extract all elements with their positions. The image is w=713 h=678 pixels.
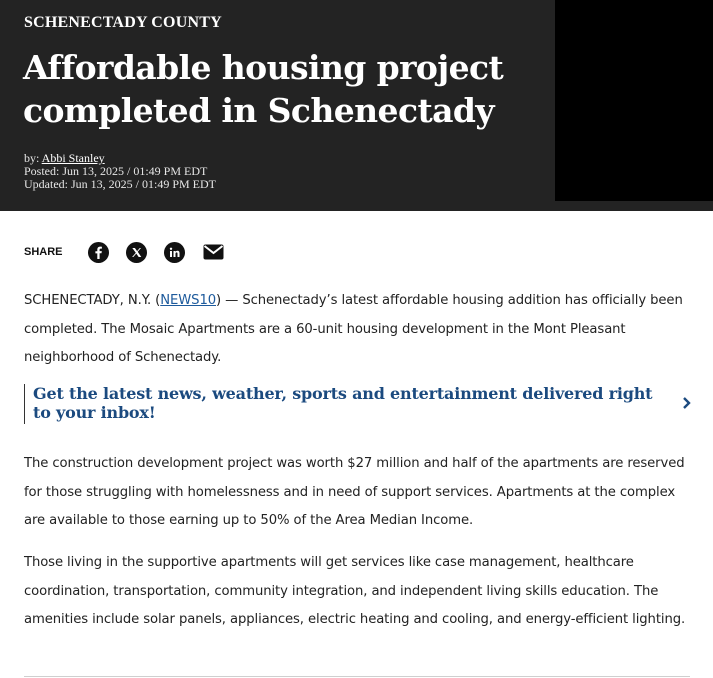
article-paragraph: Those living in the supportive apartments will get services like case management, healthcare coordination, transportation, community integration, and independent living skills education. The amenities include solar panels, appliances, electric heating and cooling, and energy-efficient lighting.: [24, 555, 686, 627]
newsletter-promo[interactable]: [24, 384, 694, 424]
newsletter-promo-text[interactable]: Get the latest news, weather, sports and entertainment delivered right to your inbox!: [33, 384, 653, 422]
news10-link[interactable]: NEWS10: [160, 293, 217, 308]
header-media-area: [555, 0, 713, 201]
linkedin-icon[interactable]: [164, 242, 185, 263]
section-kicker[interactable]: SCHENECTADY COUNTY: [24, 14, 222, 31]
article-meta: [24, 152, 216, 191]
paragraph-text: ) — Schenectady’s latest affordable housing addition has officially been completed. The Mosaic Apartments are a 60-unit housing development in the Mont Pleasant neighborhood of Schenectady.: [24, 293, 683, 365]
posted-date: Posted: Jun 13, 2025 / 01:49 PM EDT: [24, 164, 208, 178]
article-header: [0, 0, 713, 211]
email-icon[interactable]: [202, 241, 224, 263]
share-bar: [24, 240, 224, 264]
dateline-lead: SCHENECTADY, N.Y. (: [24, 293, 161, 308]
byline-prefix: by:: [24, 151, 42, 165]
article-headline: Affordable housing project completed in Schenectady: [23, 48, 504, 130]
facebook-icon[interactable]: [88, 242, 109, 263]
share-label: SHARE: [24, 246, 63, 258]
updated-date: Updated: Jun 13, 2025 / 01:49 PM EDT: [24, 177, 216, 191]
article-paragraph: The construction development project was worth $27 million and half of the apartments are reserved for those struggling with homelessness and in need of support services. Apartments at the complex are available to those earning up to 50% of the Area Median Income.: [24, 456, 685, 528]
chevron-right-icon[interactable]: [681, 396, 693, 410]
author-link[interactable]: Abbi Stanley: [41, 151, 105, 165]
divider: [24, 676, 690, 677]
x-icon[interactable]: [126, 242, 147, 263]
article-paragraph: [24, 287, 690, 373]
